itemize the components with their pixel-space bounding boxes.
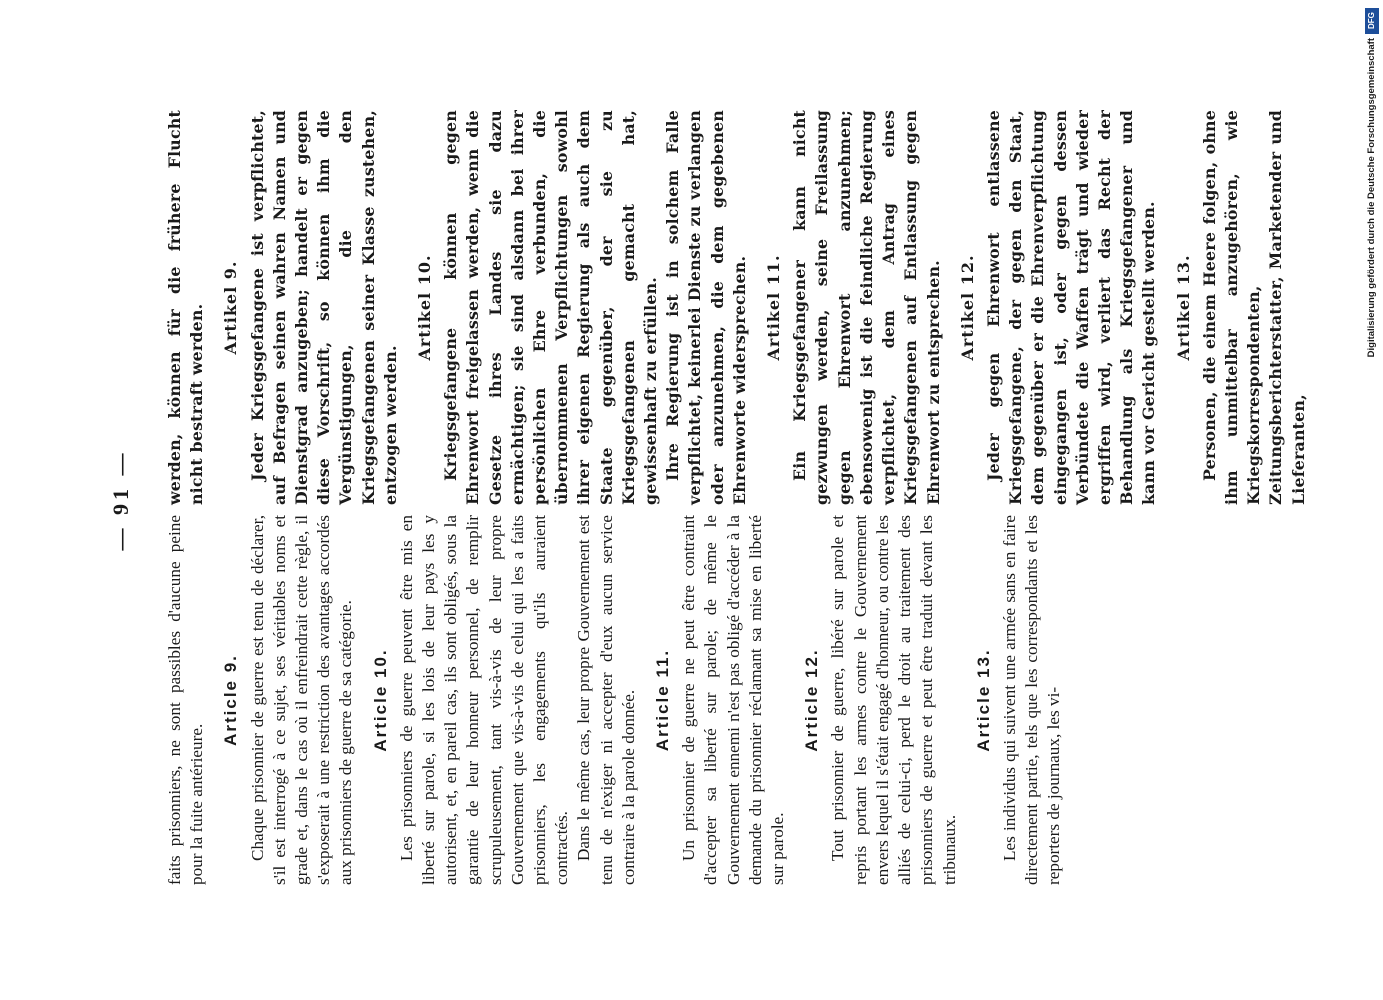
- german-intro: werden, können für die frühere Flucht nicht bestraft werden.: [165, 110, 207, 505]
- german-article-12-title: Artikel 12.: [957, 254, 977, 361]
- french-article-13-title: Article 13.: [973, 648, 993, 752]
- german-article-9-title: Artikel 9.: [221, 260, 241, 355]
- dfg-logo: DFG: [1365, 8, 1379, 34]
- french-article-12-title: Article 12.: [802, 648, 822, 752]
- french-intro: faits prisonniers, ne sont passibles d'aucune peine pour la fuite antérieure.: [165, 515, 207, 885]
- french-article-13-text: Les individus qui suivent une armée sans en faire directement partie, tels que les correspondants et les reporters de journaux, les vi-: [999, 515, 1064, 885]
- french-column: [164, 515, 1066, 885]
- dfg-credit-text: Digitalisierung gefördert durch die Deutsche Forschungsgemeinschaft: [1366, 38, 1377, 358]
- german-article-9-text: Jeder Kriegsgefangene ist verpflichtet, auf Befragen seinen wahren Namen und Dienstgrad anzugeben; handelt er gegen diese Vorschrift, so können ihm die Vergünstigungen, die den Kriegsgefangenen seiner Klasse zustehen, entzogen werden.: [247, 110, 400, 505]
- german-article-13-title: Artikel 13.: [1173, 254, 1193, 361]
- german-article-11-text: Ein Kriegsgefangener kann nicht gezwungen werden, seine Freilassung gegen Ehrenwort anzunehmen; ebensowenig ist die feindliche Regierung verpflichtet, dem Antrag eines Kriegsgefangenen auf Entlassung gegen Ehrenwort zu entsprechen.: [790, 110, 943, 505]
- german-article-10-text-2: Ihre Regierung ist in solchem Falle verpflichtet, keinerlei Dienste zu verlangen oder anzunehmen, die dem gegebenen Ehrenworte widersprechen.: [663, 110, 749, 505]
- dfg-credit: [1365, 8, 1379, 388]
- german-article-10-title: Artikel 10.: [415, 254, 435, 361]
- german-column: [164, 110, 1310, 505]
- german-article-13-text: Personen, die einem Heere folgen, ohne ihm unmittelbar anzugehören, wie Kriegskorrespondenten, Zeitungsberichterstatter, Marketender und Lieferanten,: [1199, 110, 1308, 505]
- french-article-10-text-1: Les prisonniers de guerre peuvent être mis en liberté sur parole, si les lois de leur pays les y autorisent, et, en pareil cas, ils sont obligés, sous la garantie de leur honneur personnel, de remplir scrupuleusement, tant vis-à-vis de leur propre Gouvernement que vis-à-vis de celui qui les a faits prisonniers, les engagements qu'ils auraient contractés.: [396, 515, 572, 885]
- german-article-11-title: Artikel 11.: [764, 254, 784, 361]
- german-article-12-text: Jeder gegen Ehrenwort entlassene Kriegsgefangene, der gegen den Staat, dem gegenüber er die Ehrenverpflichtung eingegangen ist, oder gegen dessen Verbündete die Waffen trägt und wieder ergriffen wird, verliert das Recht der Behandlung als Kriegsgefangener und kann vor Gericht gestellt werden.: [983, 110, 1159, 505]
- french-article-11-text: Un prisonnier de guerre ne peut être contraint d'accepter sa liberté sur parole; de même le Gouvernement ennemi n'est pas obligé d'accéder à la demande du prisonnier réclamant sa mise en liberté sur parole.: [679, 515, 788, 885]
- french-article-10-text-2: Dans le même cas, leur propre Gouvernement est tenu de n'exiger ni accepter d'eux aucun service contraire à la parole donnée.: [574, 515, 638, 885]
- french-article-11-title: Article 11.: [653, 648, 673, 752]
- french-article-12-text: Tout prisonnier de guerre, libéré sur parole et repris portant les armes contre le Gouvernement envers lequel il s'était engagé d'honneur, ou contre les alliés de celui-ci, perd le droit au traitement des prisonniers de guerre et peut être traduit devant les tribunaux.: [828, 515, 959, 885]
- french-article-10-title: Article 10.: [370, 648, 390, 752]
- page-number: — 91 —: [108, 449, 133, 551]
- german-article-10-text-1: Kriegsgefangene können gegen Ehrenwort freigelassen werden, wenn die Gesetze ihres Landes sie dazu ermächtigen; sie sind alsdann bei ihrer persönlichen Ehre verbunden, die übernommenen Verpflichtungen sowohl ihrer eigenen Regierung als auch dem Staate gegenüber, der sie zu Kriegsgefangenen gemacht hat, gewissenhaft zu erfüllen.: [441, 110, 661, 505]
- rotated-document-page: [98, 70, 1308, 930]
- french-article-9-text: Chaque prisonnier de guerre est tenu de déclarer, s'il est interrogé à ce sujet, ses véritables noms et grade et, dans le cas où il enfreindrait cette règle, il s'exposerait à une restriction des avantages accordés aux prisonniers de guerre de sa catégorie.: [247, 515, 356, 885]
- french-article-9-title: Article 9.: [221, 654, 241, 746]
